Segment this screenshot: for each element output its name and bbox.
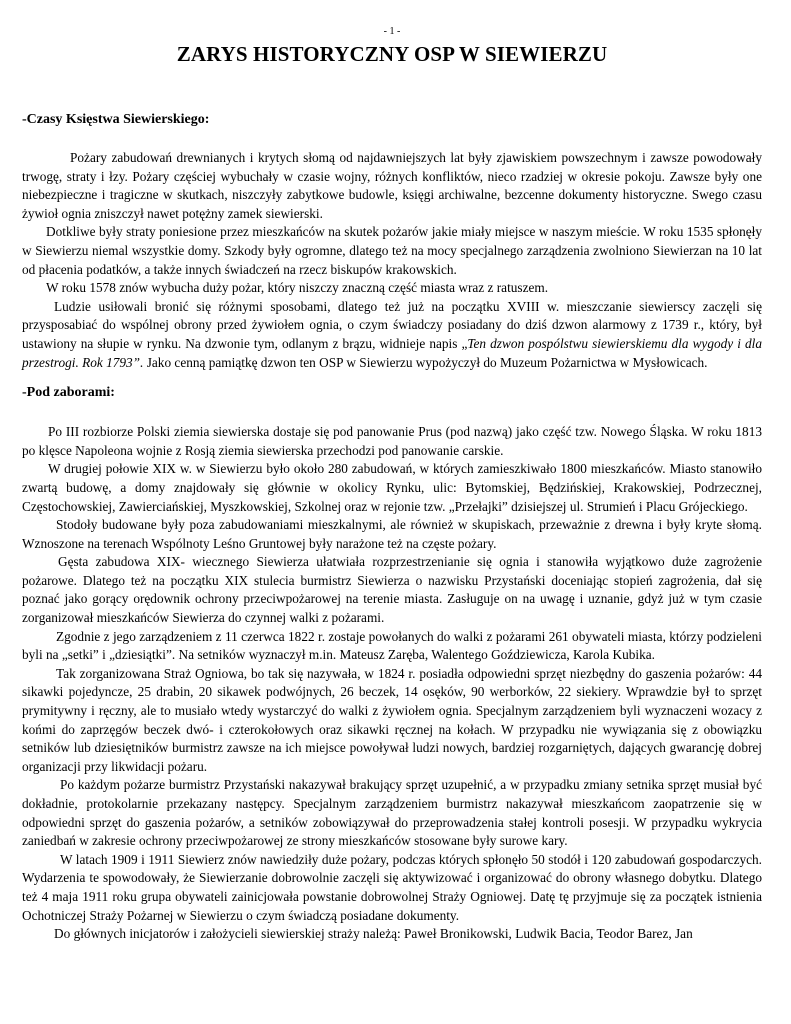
document-title: ZARYS HISTORYCZNY OSP W SIEWIERZU	[176, 42, 608, 66]
paragraph-bell-inscription	[22, 298, 762, 372]
paragraph: Tak zorganizowana Straż Ogniowa, bo tak się nazywała, w 1824 r. posiadła odpowiedni sprzęt niezbędny do gaszenia pożarów: 44 sikawki pojedyncze, 25 drabin, 20 sikawek podwójnych, 26 beczek, 14 osęków, 90 werborków, 22 siekiery. Wprawdzie był to sprzęt prymitywny i ręczny, ale to musiało wtedy wystarczyć do walki z żywiołem ognia. Specjalnym zarządzeniem byli wyznaczeni wozacy z końmi do zaprzęgów beczek dwó- i czterokołowych oraz sikawki ręcznej na kołach. W przypadku nie wywiązania się z obowiązku setników lub dziesiętników burmistrz zawsze na ich miejsce powoływał ludzi nowych, bardziej rozgarniętych, dających gwarancję dobrej organizacji przy likwidacji pożaru.	[22, 665, 762, 774]
paragraph: Po każdym pożarze burmistrz Przystański nakazywał brakujący sprzęt uzupełnić, a w przypadku zmiany setnika sprzęt musiał być dokładnie, protokolarnie przekazany następcy. Specjalnym zarządzeniem burmistrz nakazywał mieszkańcom zaopatrzenie się w odpowiedni sprzęt do gaszenia pożarów, a setników zobowiązywał do przeprowadzenia stałej kontroli posesji. W przypadku wykrycia zaniedbań w zakresie ochrony przeciwpożarowej ze strony mieszkańców stosowane były surowe kary.	[22, 777, 762, 849]
paragraph: Pożary zabudowań drewnianych i krytych słomą od najdawniejszych lat były zjawiskiem powszechnym i zawsze powodowały trwogę, straty i łzy. Pożary częściej wybuchały w czasie wojny, różnych konfliktów, nieco rzadziej w okresie pokoju. Zawsze były one niebezpieczne i tragiczne w skutkach, niszczyły zabytkowe budowle, księgi archiwalne, bezcenne dokumenty historyczne. Swego czasu żywioł ognia zniszczył nawet potężny zamek siewierski.	[22, 150, 762, 221]
paragraph-text: Jako cenną pamiątkę dzwon ten OSP w Siewierzu wypożyczył do Muzeum Pożarnictwa w Mysłowicach.	[143, 354, 708, 370]
paragraph: W drugiej połowie XIX w. w Siewierzu było około 280 zabudowań, w których zamieszkiwało 1800 mieszkańców. Miasto stanowiło zwartą budowę, a domy znajdowały się głównie w okolicy Rynku, ulic: Bytomskiej, Będzińskiej, Krakowskiej, Podrzecznej, Częstochowskiej, Zawierciańskiej, Myszkowskiej, Szkolnej oraz w rejonie tzw. „Przełajki” dzisiejszej ul. Strumień i Placu Grójeckiego.	[22, 461, 762, 514]
section-heading-zabory: -Pod zaborami:	[22, 385, 115, 401]
paragraph: Do głównych inicjatorów i założycieli siewierskiej straży należą: Paweł Bronikowski, Ludwik Bacia, Teodor Barez, Jan	[54, 926, 693, 942]
paragraph: Zgodnie z jego zarządzeniem z 11 czerwca 1822 r. zostaje powołanych do walki z pożarami 261 obywateli miasta, którzy podzieleni byli na „setki” i „dziesiątki”. Na setników wyznaczył m.in. Mateusz Zaręba, Walentego Goździewicza, Karola Kubika.	[22, 628, 762, 663]
page-number: - 1 -	[383, 26, 401, 37]
paragraph: Gęsta zabudowa XIX- wiecznego Siewierza ułatwiała rozprzestrzenianie się ognia i stanowiła wyjątkowo duże zagrożenie pożarowe. Dlatego też na początku XIX stulecia burmistrz Siewierza o nazwisku Przystański doceniając stopień zagrożenia, dał się poznać jako gorący orędownik ochrony przeciwpożarowej na terenie miasta. Zasługuje on na uwagę i uznanie, gdyż już w tym czasie zorganizował mieszkańców Siewierza do czynnej walki z pożarami.	[22, 554, 762, 626]
paragraph: Stodoły budowane były poza zabudowaniami mieszkalnymi, ale również w skupiskach, przeważnie z drewna i były kryte słomą. Wznoszone na terenach Wspólnoty Leśno Gruntowej były narażone też na częste pożary.	[22, 517, 762, 551]
paragraph: Po III rozbiorze Polski ziemia siewierska dostaje się pod panowanie Prus (pod nazwą) jako część tzw. Nowego Śląska. W roku 1813 po klęsce Napoleona wojnie z Rosją ziemia siewierska przechodzi pod panowanie carskie.	[22, 424, 762, 458]
paragraph-text: Ludzie usiłowali bronić się różnymi sposobami, dlatego też już na początku XVIII w. mieszczanie siewierscy zaczęli się przysposabiać do wspólnej obrony przed żywiołem ognia, o czym świadczy posiadany do dziś dzwon alarmowy z 1739 r., który, był ustawiony na słupie w rynku. Na dzwonie tym, odlanym z brązu, widnieje napis „	[22, 298, 762, 351]
paragraph: W roku 1578 znów wybucha duży pożar, który niszczy znaczną część miasta wraz z ratuszem.	[46, 280, 549, 296]
bell-inscription-quote: Ten dzwon pospólstwu siewierskiemu dla wygody i dla przestrogi. Rok 1793”.	[22, 335, 762, 370]
section-heading-ksiestwo: -Czasy Księstwa Siewierskiego:	[22, 112, 210, 127]
paragraph: W latach 1909 i 1911 Siewierz znów nawiedziły duże pożary, podczas których spłonęło 50 stodół i 120 zabudowań gospodarczych. Wydarzenia te spowodowały, że Siewierzanie dobrowolnie zaczęli się aktywizować i organizować do obrony własnego dobytku. Dlatego też 4 maja 1911 roku grupa obywateli zainicjowała powstanie dobrowolnej Straży Ogniowej. Datę tę przyjmuje się za początek istnienia Ochotniczej Straży Pożarnej w Siewierzu o czym świadczą posiadane dokumenty.	[22, 851, 762, 923]
paragraph: Dotkliwe były straty poniesione przez mieszkańców na skutek pożarów jakie miały miejsce w naszym mieście. W roku 1535 spłonęły w Siewierzu niemal wszystkie domy. Szkody były ogromne, dlatego też na mocy specjalnego zarządzenia zwolniono Siewierzan na 10 lat od płacenia podatków, a także innych świadczeń na rzecz biskupów krakowskich.	[22, 224, 762, 277]
